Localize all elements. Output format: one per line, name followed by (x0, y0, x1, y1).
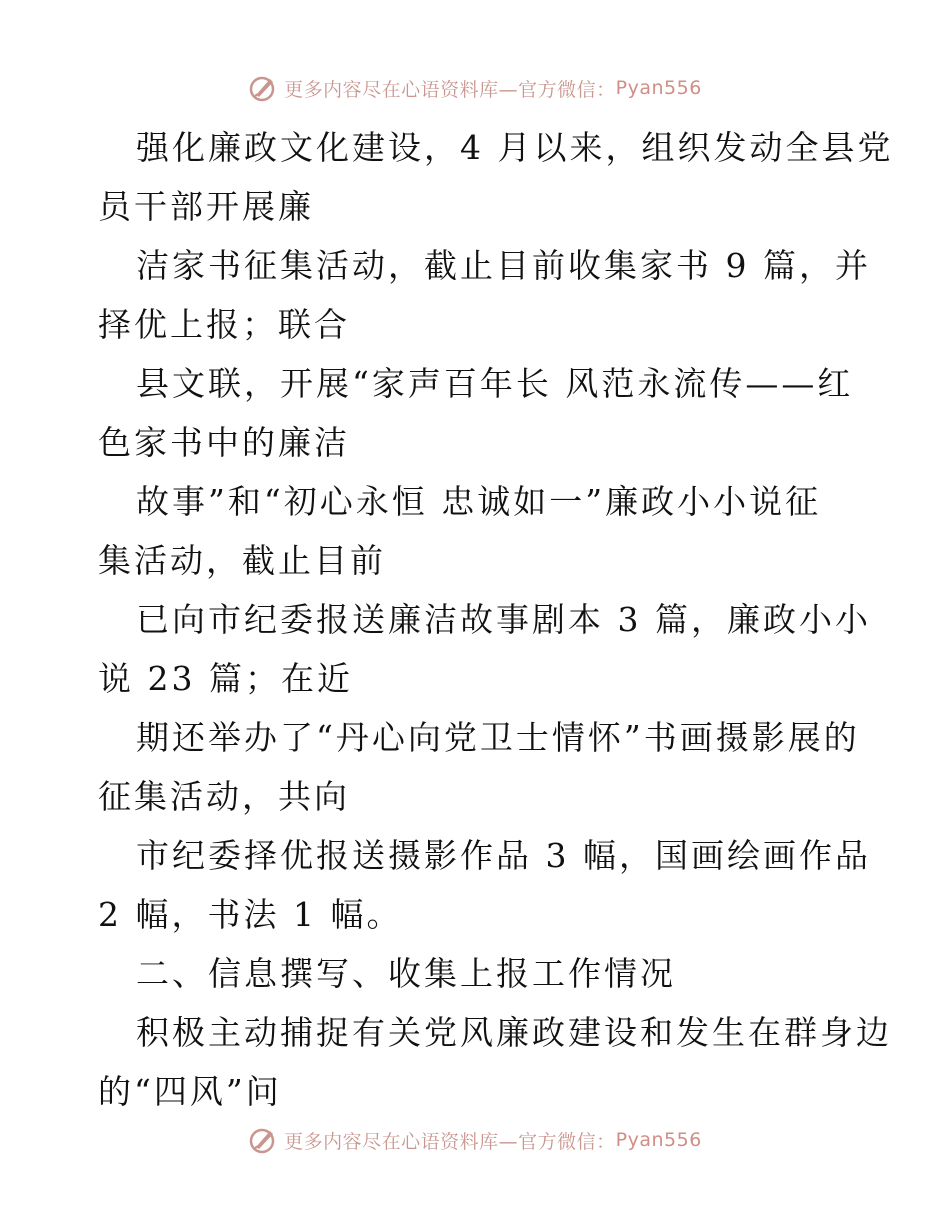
watermark-text: 更多内容尽在心语资料库—官方微信： (284, 1130, 616, 1153)
paragraph-line: 县文联，开展“家声百年长 风范永流传——红 (136, 364, 854, 403)
paragraph-line: 强化廉政文化建设，4 月以来，组织发动全县党 (136, 128, 894, 167)
watermark-handle: Pyan556 (615, 1129, 702, 1151)
paragraph-line: 集活动，截止目前 (98, 541, 386, 580)
section-heading: 二、信息撰写、收集上报工作情况 (136, 954, 676, 993)
paragraph-line: 积极主动捕捉有关党风廉政建设和发生在群身边 (136, 1013, 892, 1052)
watermark-handle: Pyan556 (615, 77, 702, 99)
paragraph-line: 色家书中的廉洁 (98, 423, 350, 462)
quill-logo-icon (248, 1125, 278, 1155)
paragraph-line: 期还举办了“丹心向党卫士情怀”书画摄影展的 (136, 718, 860, 757)
header-watermark (0, 68, 950, 108)
document-body (98, 118, 894, 1121)
paragraph-line: 已向市纪委报送廉洁故事剧本 3 篇，廉政小小 (136, 600, 871, 639)
paragraph-line: 故事”和“初心永恒 忠诚如一”廉政小小说征 (136, 482, 822, 521)
paragraph-line: 的“四风”问 (98, 1072, 282, 1111)
paragraph-line: 洁家书征集活动，截止目前收集家书 9 篇，并 (136, 246, 871, 285)
footer-watermark (0, 1120, 950, 1160)
paragraph-line: 说 23 篇；在近 (98, 659, 353, 698)
paragraph-line: 2 幅，书法 1 幅。 (98, 895, 403, 934)
paragraph-line: 征集活动，共向 (98, 777, 350, 816)
quill-logo-icon (248, 73, 278, 103)
paragraph-line: 市纪委择优报送摄影作品 3 幅，国画绘画作品 (136, 836, 871, 875)
paragraph-line: 择优上报；联合 (98, 305, 350, 344)
paragraph-line: 员干部开展廉 (98, 187, 314, 226)
watermark-text: 更多内容尽在心语资料库—官方微信： (284, 78, 616, 101)
